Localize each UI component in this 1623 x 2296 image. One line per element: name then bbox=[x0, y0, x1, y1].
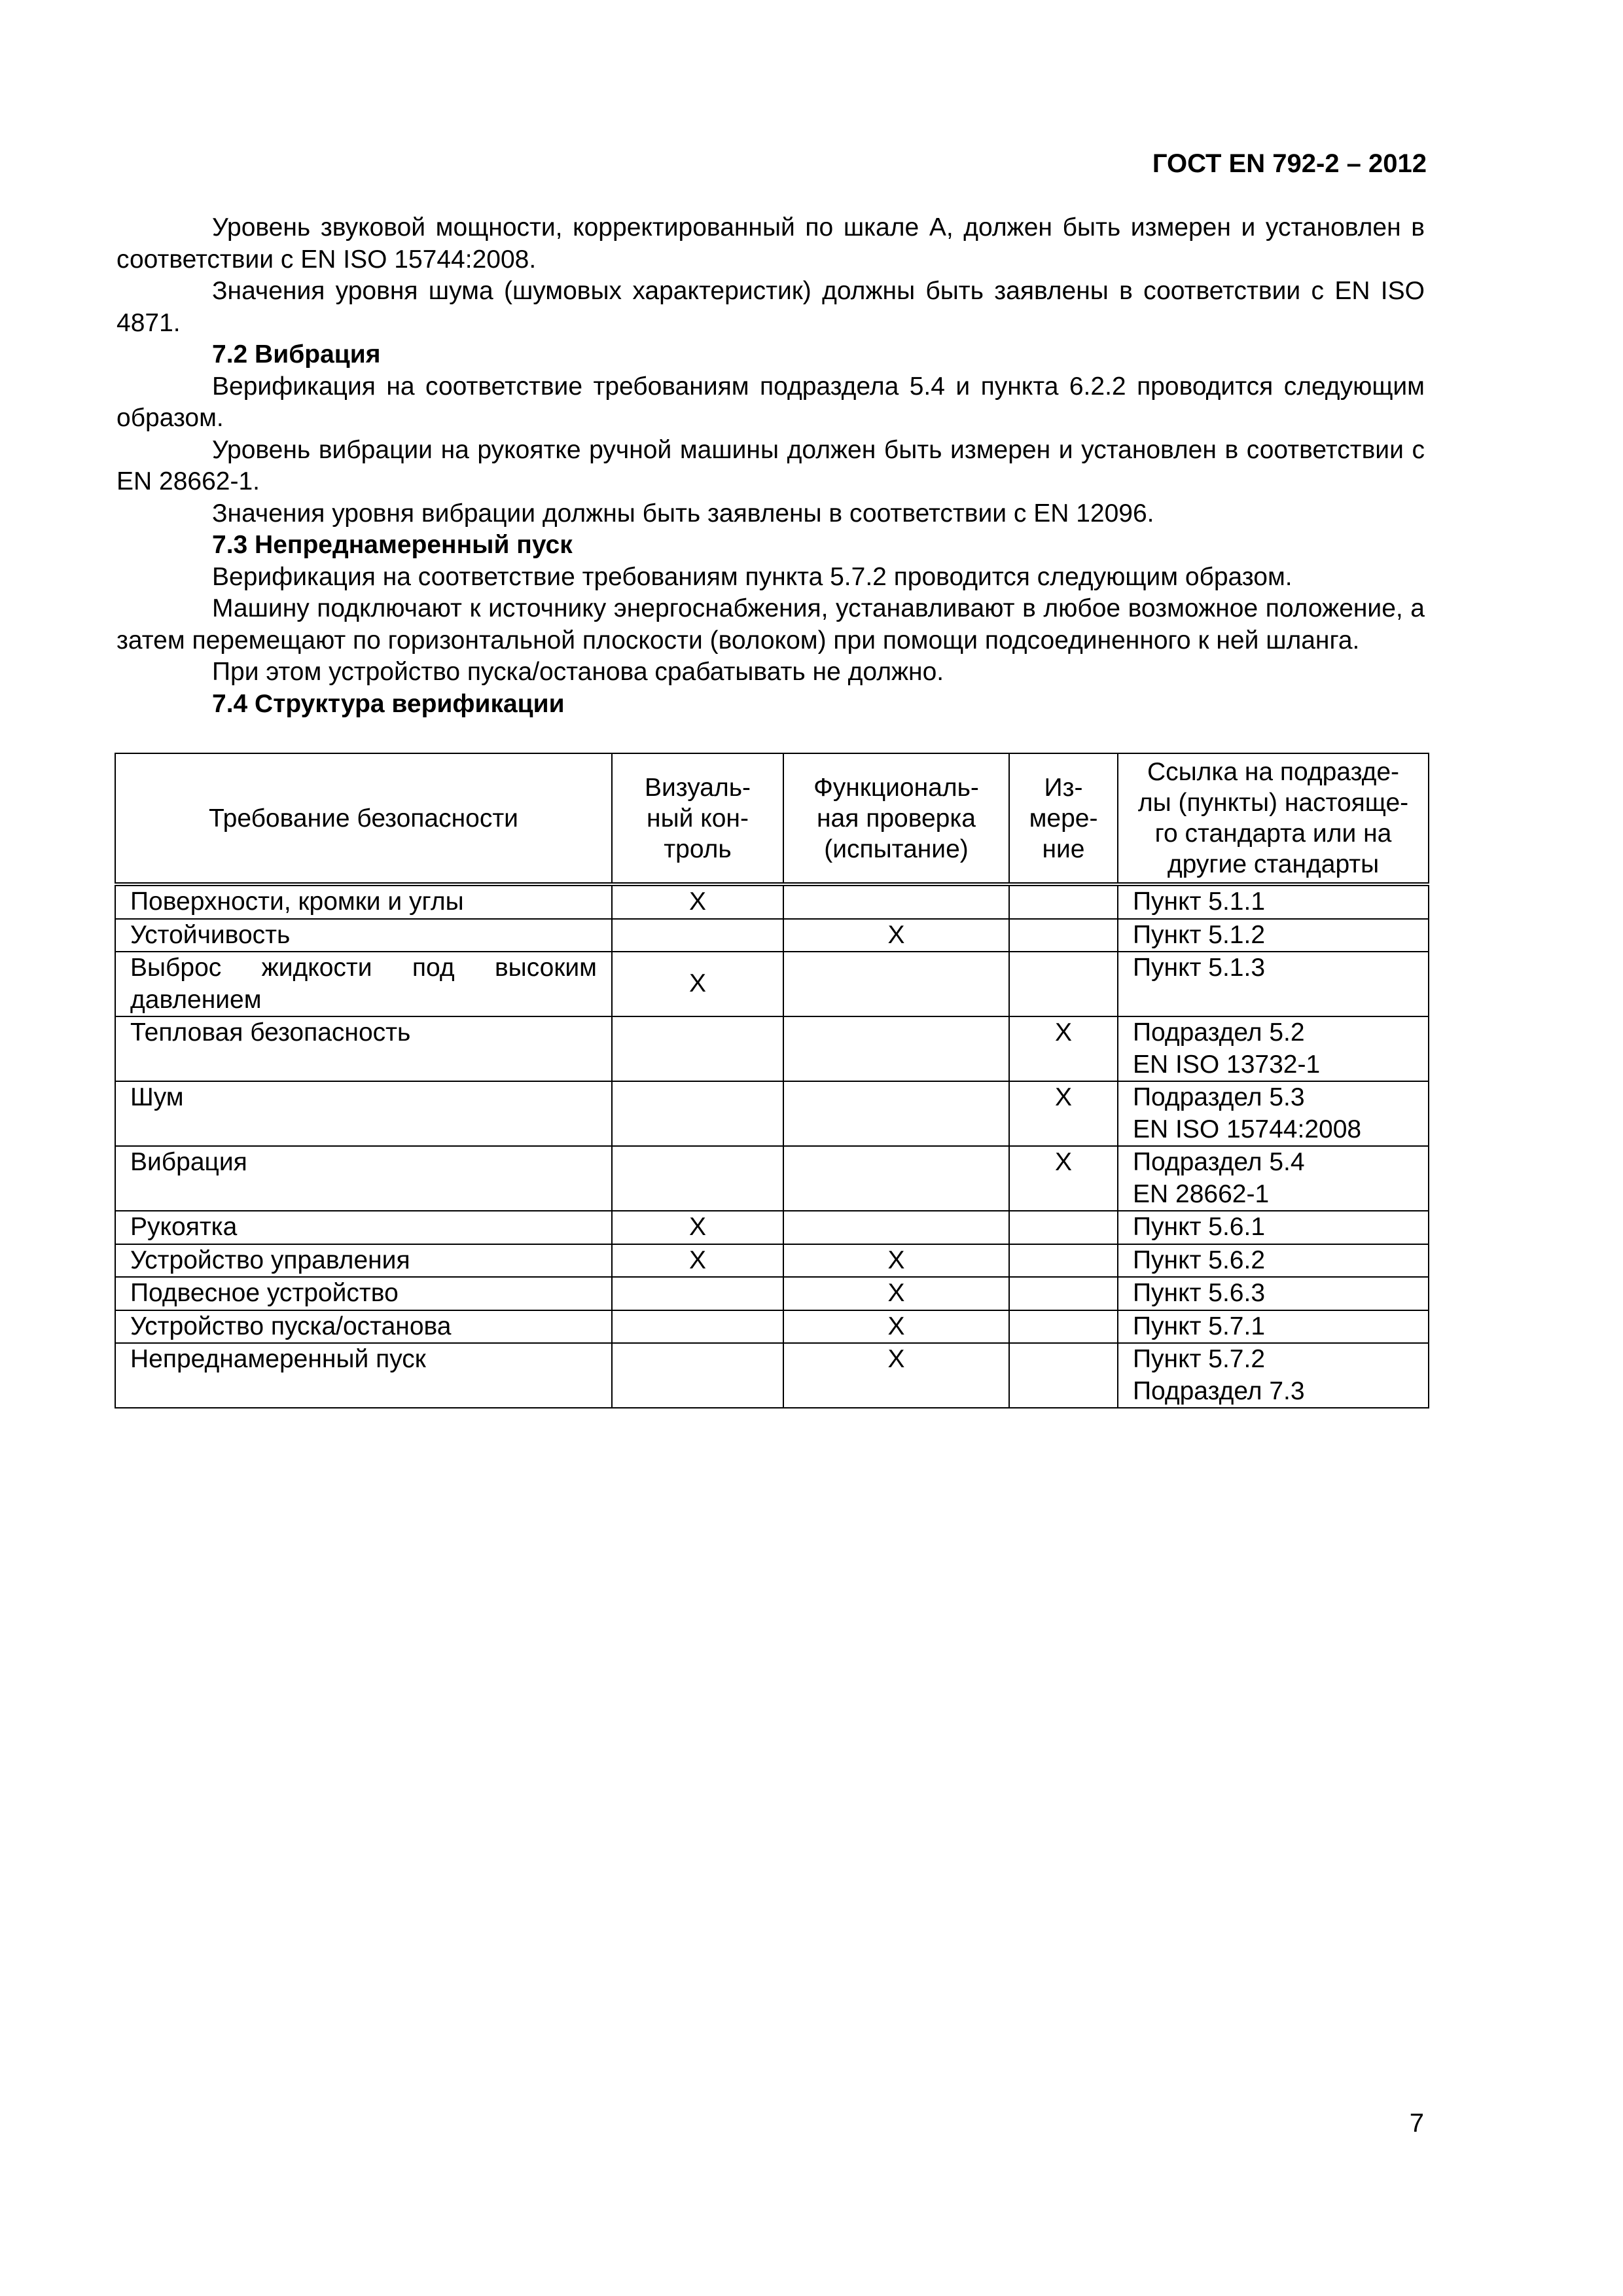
cell-requirement: Непреднамеренный пуск bbox=[115, 1343, 612, 1408]
cell-functional: X bbox=[783, 1244, 1009, 1278]
cell-visual bbox=[612, 919, 783, 952]
header-reference: Ссылка на подразде- лы (пункты) настояще- го стандарта или на другие стандарты bbox=[1118, 753, 1429, 884]
cell-functional bbox=[783, 1211, 1009, 1244]
cell-functional: X bbox=[783, 1310, 1009, 1344]
table-header-row bbox=[115, 753, 1429, 884]
paragraph: Верификация на соответствие требованиям подраздела 5.4 и пункта 6.2.2 проводится следующим образом. bbox=[116, 372, 1425, 432]
cell-measurement bbox=[1009, 919, 1118, 952]
table-row bbox=[115, 952, 1429, 1016]
cell-visual: X bbox=[612, 952, 783, 1016]
paragraph: Значения уровня шума (шумовых характеристик) должны быть заявлены в соответствии с EN ISO 4871. bbox=[116, 277, 1425, 337]
header-functional: Функциональ- ная проверка (испытание) bbox=[783, 753, 1009, 884]
cell-reference: Подраздел 5.4 EN 28662-1 bbox=[1118, 1146, 1429, 1211]
cell-requirement: Выброс жидкости под высоким давлением bbox=[115, 952, 612, 1016]
table-row bbox=[115, 1343, 1429, 1408]
cell-reference: Подраздел 5.3 EN ISO 15744:2008 bbox=[1118, 1081, 1429, 1146]
cell-reference: Пункт 5.6.1 bbox=[1118, 1211, 1429, 1244]
cell-functional: X bbox=[783, 1277, 1009, 1310]
cell-visual bbox=[612, 1016, 783, 1081]
cell-functional bbox=[783, 1146, 1009, 1211]
cell-measurement: X bbox=[1009, 1146, 1118, 1211]
cell-measurement bbox=[1009, 884, 1118, 919]
cell-functional bbox=[783, 1016, 1009, 1081]
cell-requirement: Устройство пуска/останова bbox=[115, 1310, 612, 1344]
paragraph: Уровень звуковой мощности, корректированный по шкале А, должен быть измерен и установлен в соответствии с EN ISO 15744:2008. bbox=[116, 213, 1425, 274]
section-heading-7-3: 7.3 Непреднамеренный пуск bbox=[212, 531, 573, 559]
cell-requirement: Рукоятка bbox=[115, 1211, 612, 1244]
cell-reference: Пункт 5.1.1 bbox=[1118, 884, 1429, 919]
table-row bbox=[115, 1211, 1429, 1244]
cell-measurement bbox=[1009, 952, 1118, 1016]
paragraph: Верификация на соответствие требованиям пункта 5.7.2 проводится следующим образом. bbox=[212, 562, 1293, 591]
paragraph: При этом устройство пуска/останова срабатывать не должно. bbox=[212, 658, 944, 686]
cell-requirement: Устойчивость bbox=[115, 919, 612, 952]
cell-visual bbox=[612, 1343, 783, 1408]
cell-reference: Подраздел 5.2 EN ISO 13732-1 bbox=[1118, 1016, 1429, 1081]
cell-visual bbox=[612, 1310, 783, 1344]
cell-reference: Пункт 5.7.2 Подраздел 7.3 bbox=[1118, 1343, 1429, 1408]
cell-measurement bbox=[1009, 1310, 1118, 1344]
header-visual: Визуаль- ный кон- троль bbox=[612, 753, 783, 884]
cell-functional bbox=[783, 952, 1009, 1016]
paragraph: Уровень вибрации на рукоятке ручной машины должен быть измерен и установлен в соответствии с EN 28662-1. bbox=[116, 435, 1425, 495]
header-requirement: Требование безопасности bbox=[115, 753, 612, 884]
cell-measurement bbox=[1009, 1244, 1118, 1278]
cell-visual: X bbox=[612, 1244, 783, 1278]
cell-reference: Пункт 5.6.3 bbox=[1118, 1277, 1429, 1310]
cell-measurement: X bbox=[1009, 1016, 1118, 1081]
document-code-header: ГОСТ EN 792-2 – 2012 bbox=[1152, 149, 1427, 178]
verification-table bbox=[115, 753, 1429, 1408]
cell-reference: Пункт 5.7.1 bbox=[1118, 1310, 1429, 1344]
table-row bbox=[115, 1277, 1429, 1310]
cell-reference: Пункт 5.1.3 bbox=[1118, 952, 1429, 1016]
cell-functional bbox=[783, 1081, 1009, 1146]
cell-reference: Пункт 5.6.2 bbox=[1118, 1244, 1429, 1278]
paragraph: Машину подключают к источнику энергоснабжения, устанавливают в любое возможное положение, а затем перемещают по горизонтальной плоскости (волоком) при помощи подсоединенного к ней шланга. bbox=[116, 594, 1425, 655]
cell-functional: X bbox=[783, 919, 1009, 952]
header-measurement: Из- мере- ние bbox=[1009, 753, 1118, 884]
cell-requirement: Устройство управления bbox=[115, 1244, 612, 1278]
table-row bbox=[115, 919, 1429, 952]
cell-visual bbox=[612, 1146, 783, 1211]
cell-measurement bbox=[1009, 1211, 1118, 1244]
cell-visual: X bbox=[612, 884, 783, 919]
paragraph: Значения уровня вибрации должны быть заявлены в соответствии с EN 12096. bbox=[212, 499, 1154, 528]
cell-reference: Пункт 5.1.2 bbox=[1118, 919, 1429, 952]
cell-visual: X bbox=[612, 1211, 783, 1244]
cell-requirement: Подвесное устройство bbox=[115, 1277, 612, 1310]
table-row bbox=[115, 1016, 1429, 1081]
table-row bbox=[115, 884, 1429, 919]
page-number: 7 bbox=[1409, 2109, 1424, 2138]
table-row bbox=[115, 1081, 1429, 1146]
table-row bbox=[115, 1146, 1429, 1211]
cell-visual bbox=[612, 1081, 783, 1146]
cell-requirement: Поверхности, кромки и углы bbox=[115, 884, 612, 919]
table-row bbox=[115, 1310, 1429, 1344]
cell-measurement bbox=[1009, 1343, 1118, 1408]
cell-visual bbox=[612, 1277, 783, 1310]
table-row bbox=[115, 1244, 1429, 1278]
cell-functional: X bbox=[783, 1343, 1009, 1408]
cell-requirement: Вибрация bbox=[115, 1146, 612, 1211]
section-heading-7-4: 7.4 Структура верификации bbox=[212, 689, 565, 718]
cell-measurement: X bbox=[1009, 1081, 1118, 1146]
cell-requirement: Шум bbox=[115, 1081, 612, 1146]
cell-functional bbox=[783, 884, 1009, 919]
cell-measurement bbox=[1009, 1277, 1118, 1310]
cell-requirement: Тепловая безопасность bbox=[115, 1016, 612, 1081]
section-heading-7-2: 7.2 Вибрация bbox=[212, 340, 381, 368]
document-body bbox=[116, 212, 1425, 720]
